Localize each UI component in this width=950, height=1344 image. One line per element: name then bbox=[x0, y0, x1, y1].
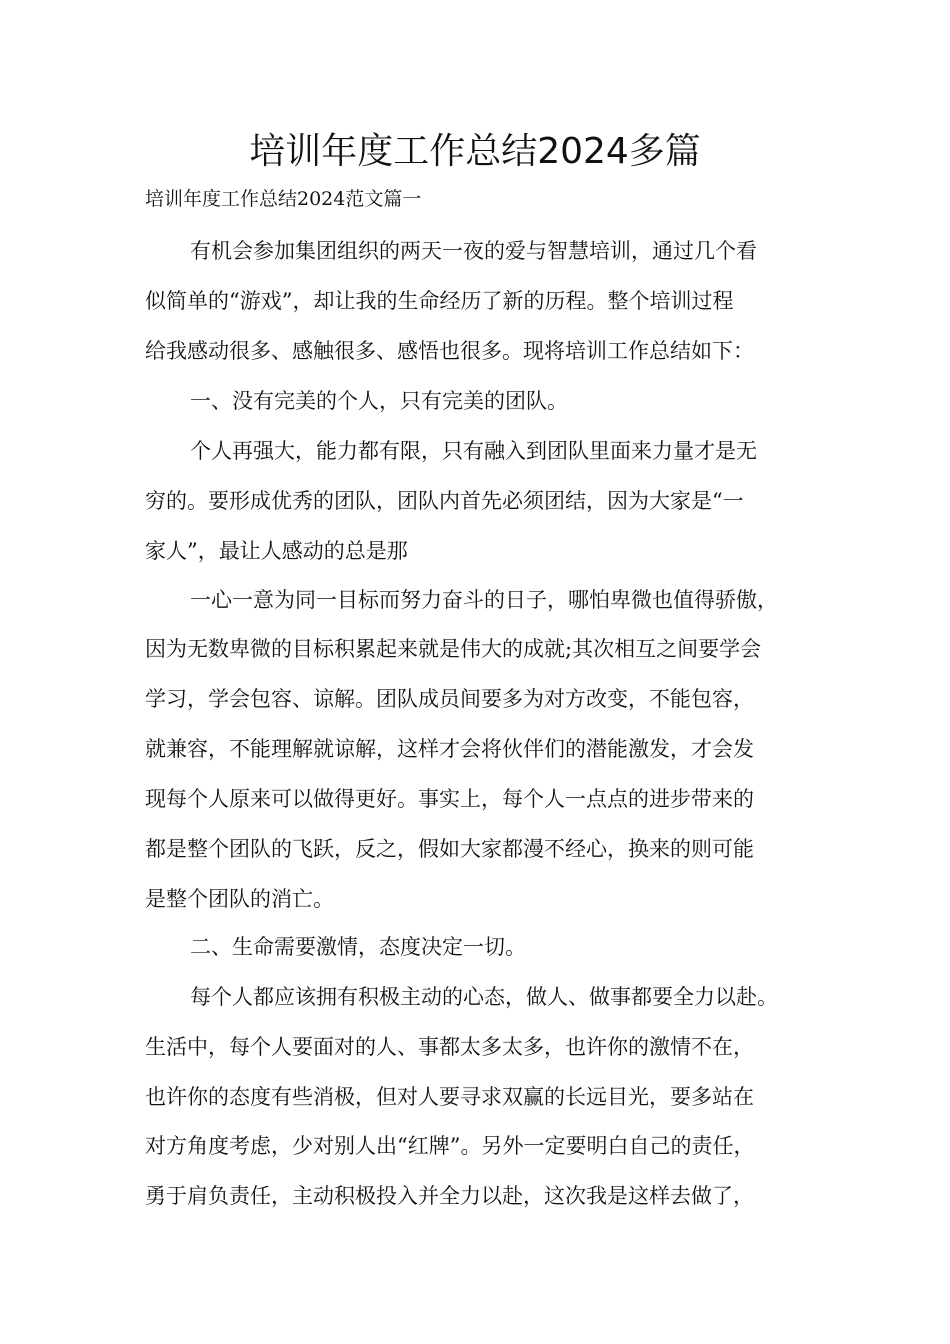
paragraph-line: 也许你的态度有些消极，但对人要寻求双赢的长远目光，要多站在 bbox=[145, 1085, 754, 1109]
paragraph-line: 就兼容，不能理解就谅解，这样才会将伙伴们的潜能激发，才会发 bbox=[145, 737, 754, 761]
paragraph-line: 每个人都应该拥有积极主动的心态，做人、做事都要全力以赴。 bbox=[190, 985, 778, 1009]
paragraph-line: 勇于肩负责任，主动积极投入并全力以赴，这次我是这样去做了， bbox=[145, 1184, 754, 1208]
section-heading: 一、没有完美的个人，只有完美的团队。 bbox=[190, 389, 568, 413]
paragraph-line: 有机会参加集团组织的两天一夜的爱与智慧培训，通过几个看 bbox=[190, 239, 757, 263]
paragraph-line: 穷的。要形成优秀的团队，团队内首先必须团结，因为大家是“一 bbox=[145, 489, 744, 513]
section-heading: 二、生命需要激情，态度决定一切。 bbox=[190, 935, 526, 959]
paragraph-line: 家人”，最让人感动的总是那 bbox=[145, 539, 408, 563]
document-subtitle: 培训年度工作总结2024范文篇一 bbox=[145, 188, 422, 210]
paragraph-line: 是整个团队的消亡。 bbox=[145, 887, 334, 911]
paragraph-line: 因为无数卑微的目标积累起来就是伟大的成就;其次相互之间要学会 bbox=[145, 637, 762, 661]
paragraph-line: 个人再强大，能力都有限，只有融入到团队里面来力量才是无 bbox=[190, 439, 757, 463]
paragraph-line: 现每个人原来可以做得更好。事实上，每个人一点点的进步带来的 bbox=[145, 787, 754, 811]
document-title: 培训年度工作总结2024多篇 bbox=[249, 131, 701, 172]
paragraph-line: 给我感动很多、感触很多、感悟也很多。现将培训工作总结如下： bbox=[145, 339, 754, 363]
paragraph-line: 学习，学会包容、谅解。团队成员间要多为对方改变，不能包容， bbox=[145, 687, 754, 711]
paragraph-line: 都是整个团队的飞跃，反之，假如大家都漫不经心，换来的则可能 bbox=[145, 837, 754, 861]
paragraph-line: 对方角度考虑，少对别人出“红牌”。另外一定要明白自己的责任， bbox=[145, 1134, 755, 1158]
paragraph-line: 生活中，每个人要面对的人、事都太多太多，也许你的激情不在， bbox=[145, 1035, 754, 1059]
paragraph-line: 一心一意为同一目标而努力奋斗的日子，哪怕卑微也值得骄傲， bbox=[190, 588, 778, 612]
paragraph-line: 似简单的“游戏”，却让我的生命经历了新的历程。整个培训过程 bbox=[145, 289, 734, 313]
